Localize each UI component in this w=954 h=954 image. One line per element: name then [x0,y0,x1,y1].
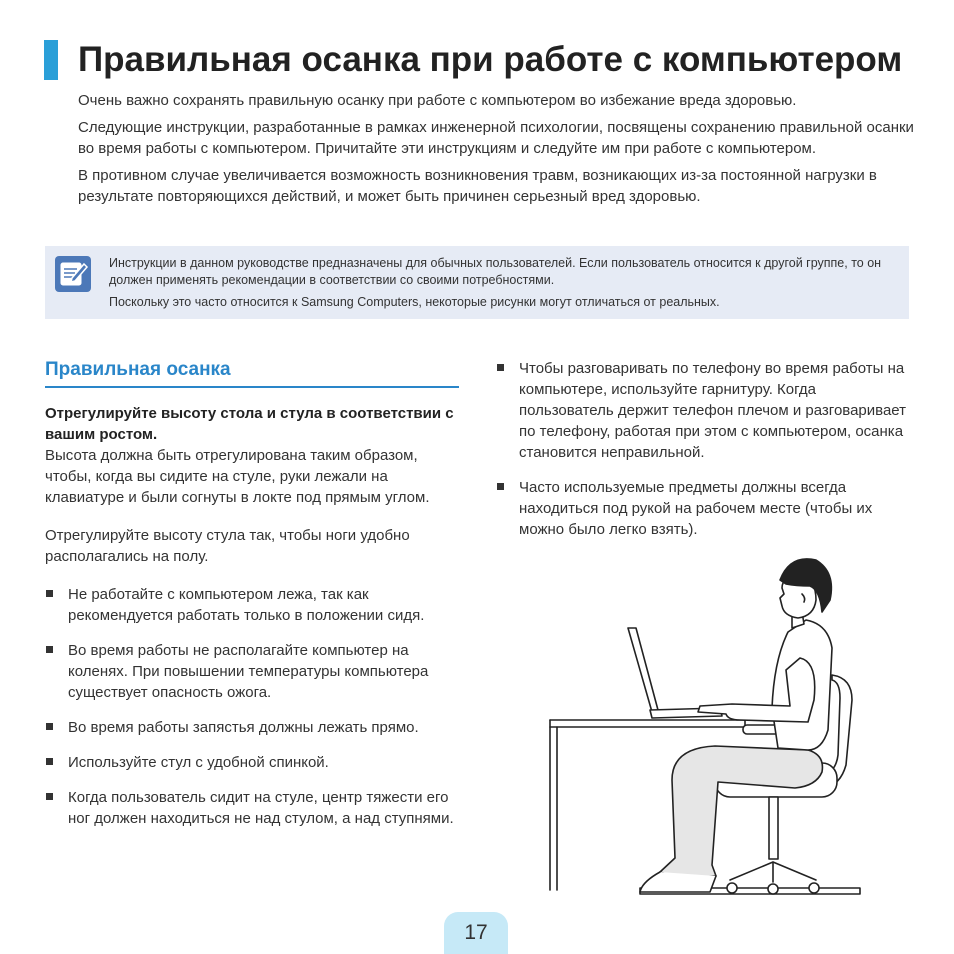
section-paragraph [45,403,465,508]
paragraph-text: Высота должна быть отрегулирована таким образом, чтобы, когда вы сидите на стуле, руки лежали на клавиатуре и были согнуты в локте под прямым углом. [45,447,430,506]
note-box [45,246,909,319]
list-item: Не работайте с компьютером лежа, так как рекомендуется работать только в положении сидя. [45,584,465,626]
list-item: Используйте стул с удобной спинкой. [45,752,465,773]
left-column [45,403,465,843]
intro-paragraph: Следующие инструкции, разработанные в рамках инженерной психологии, посвящены сохранению правильной осанки во время работы с компьютером. Причитайте эти инструкциям и следуйте им при работе с компьютером. [78,119,914,157]
square-bullet-icon [46,590,53,597]
square-bullet-icon [46,793,53,800]
square-bullet-icon [497,364,504,371]
square-bullet-icon [46,758,53,765]
square-bullet-icon [46,646,53,653]
right-column [496,358,908,554]
intro-paragraph: Очень важно сохранять правильную осанку при работе с компьютером во избежание вреда здоровью. [78,92,797,109]
list-item: Часто используемые предметы должны всегда находиться под рукой на рабочем месте (чтобы их можно было легко взять). [496,477,908,540]
note-paragraph: Инструкции в данном руководстве предназначены для обычных пользователей. Если пользователь относится к другой группе, то он должен применять рекомендации в соответствии со своими потребностями. [109,256,882,287]
posture-illustration [540,550,870,900]
section-paragraph: Отрегулируйте высоту стула так, чтобы ноги удобно располагались на полу. [45,527,410,565]
list-item: Когда пользователь сидит на стуле, центр тяжести его ног должен находиться не над стулом, а над ступнями. [45,787,465,829]
page-title: Правильная осанка при работе с компьютером [78,40,903,79]
list-item: Чтобы разговаривать по телефону во время работы на компьютере, используйте гарнитуру. Когда пользователь держит телефон плечом и разговаривает по телефону, работая при этом с компьютером, осанка становится неправильной. [496,358,908,463]
section-title: Правильная осанка [45,358,459,388]
title-accent-bar [44,40,58,80]
pencil-note-icon [55,256,91,292]
list-item: Во время работы запястья должны лежать прямо. [45,717,465,738]
bold-heading: Отрегулируйте высоту стола и стула в соответствии с вашим ростом. [45,405,454,443]
note-paragraph: Поскольку это часто относится к Samsung Computers, некоторые рисунки могут отличаться от реальных. [109,295,720,309]
note-text [109,255,889,316]
bullet-list-right [496,358,908,540]
bullet-list-left [45,584,465,829]
intro-text [78,90,918,213]
square-bullet-icon [497,483,504,490]
intro-paragraph: В противном случае увеличивается возможность возникновения травм, возникающих из-за постоянной нагрузки в результате повторяющихся действий, и может быть причинен серьезный вред здоровью. [78,167,877,205]
square-bullet-icon [46,723,53,730]
list-item: Во время работы не располагайте компьютер на коленях. При повышении температуры компьютера существует опасность ожога. [45,640,465,703]
page-number: 17 [444,912,508,954]
